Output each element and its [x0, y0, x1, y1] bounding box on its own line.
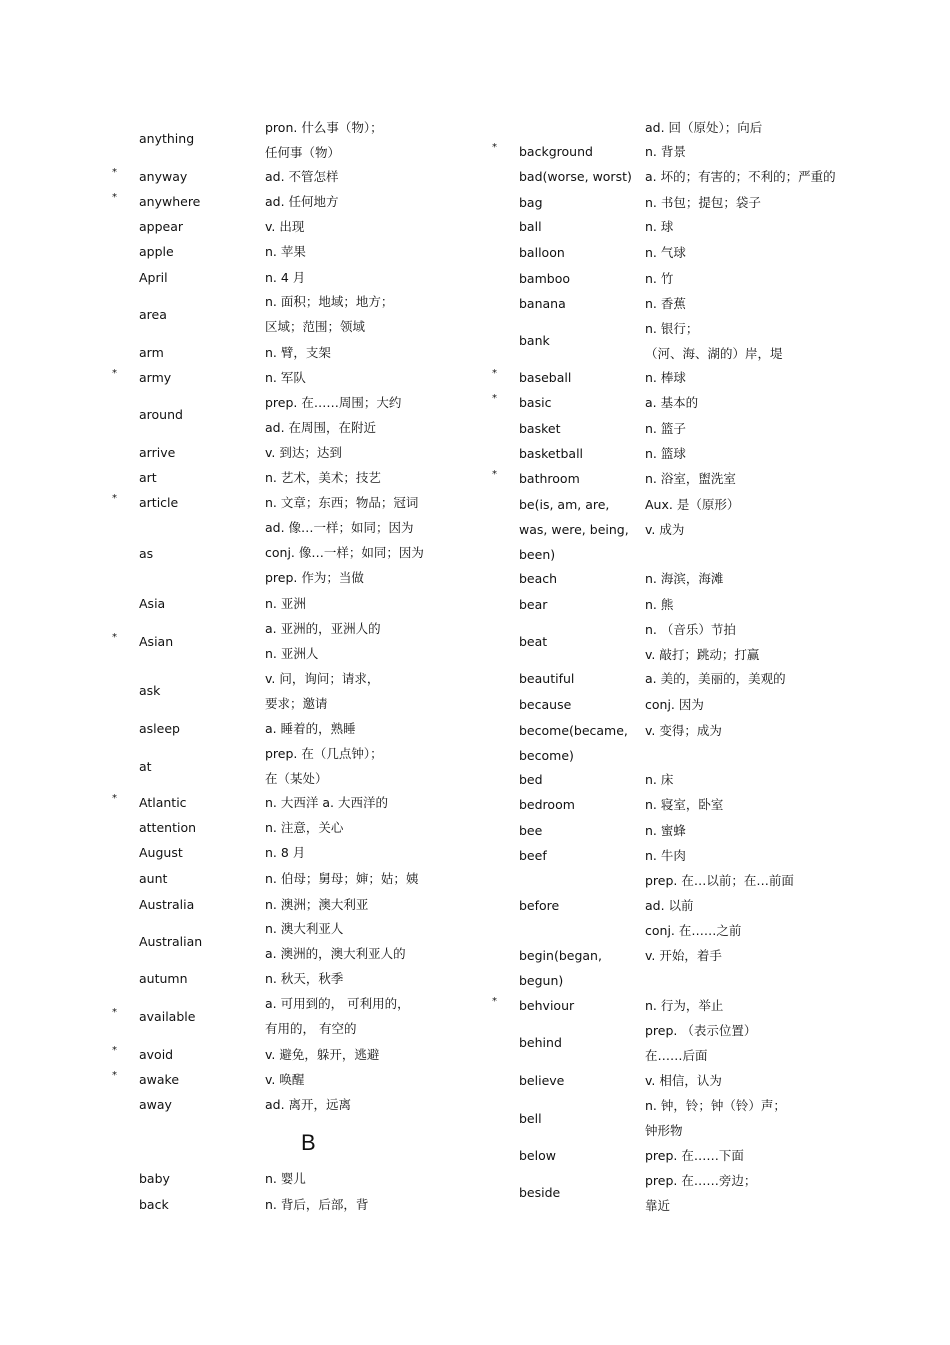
definition-line: n. 臂，支架	[265, 345, 331, 360]
headword: bear	[519, 597, 548, 612]
definition-line: n. 竹	[645, 271, 674, 286]
definition-line: a. 澳洲的，澳大利亚人的	[265, 946, 406, 961]
definition-line: ad. 像…一样；如同；因为	[265, 520, 414, 535]
definition-line: n. 军队	[265, 370, 306, 385]
definition-line: n. 钟，铃；钟（铃）声；	[645, 1098, 786, 1113]
definition-line: n. 海滨，海滩	[645, 571, 724, 586]
definition-line: v. 到达；达到	[265, 445, 342, 460]
star-marker: *	[492, 368, 497, 379]
definition-line: n. 气球	[645, 245, 686, 260]
headword: arm	[139, 345, 164, 360]
headword: become(became,	[519, 723, 628, 738]
definition-line: ad. 回（原处）；向后	[645, 120, 763, 135]
definition-line: n. 书包；提包；袋子	[645, 195, 761, 210]
definition-line: ad. 任何地方	[265, 194, 339, 209]
definition-line: n. （音乐）节拍	[645, 622, 736, 637]
definition-line: conj. 因为	[645, 697, 704, 712]
definition-line: n. 背景	[645, 144, 686, 159]
definition-line: n. 亚洲人	[265, 646, 319, 661]
definition-line: prep. 在（几点钟）；	[265, 746, 383, 761]
definition-line: n. 伯母；舅母；婶；姑；姨	[265, 871, 419, 886]
headword: baseball	[519, 370, 572, 385]
headword: baby	[139, 1171, 170, 1186]
definition-line: n. 篮子	[645, 421, 686, 436]
definition-line: n. 香蕉	[645, 296, 686, 311]
definition-line: n. 寝室，卧室	[645, 797, 724, 812]
headword: attention	[139, 820, 197, 835]
headword: avoid	[139, 1047, 174, 1062]
headword: bee	[519, 823, 543, 838]
headword: behind	[519, 1035, 562, 1050]
headword: area	[139, 307, 167, 322]
headword: begin(began,	[519, 948, 602, 963]
headword: beautiful	[519, 671, 575, 686]
headword: aunt	[139, 871, 168, 886]
headword: Atlantic	[139, 795, 187, 810]
definition-line: n. 浴室，盥洗室	[645, 471, 736, 486]
star-marker: *	[112, 632, 117, 643]
headword: bell	[519, 1111, 542, 1126]
headword: around	[139, 407, 183, 422]
headword: away	[139, 1097, 172, 1112]
headword: because	[519, 697, 572, 712]
definition-line: v. 变得；成为	[645, 723, 722, 738]
headword: at	[139, 759, 152, 774]
star-marker: *	[112, 493, 117, 504]
definition-line: a. 坏的；有害的；不利的；严重的	[645, 169, 836, 184]
headword: as	[139, 546, 154, 561]
definition-line: 有用的， 有空的	[265, 1021, 357, 1036]
definition-line: a. 睡着的，熟睡	[265, 721, 356, 736]
headword: believe	[519, 1073, 565, 1088]
definition-line: prep. 在……下面	[645, 1148, 744, 1163]
headword: bag	[519, 195, 543, 210]
headword: article	[139, 495, 179, 510]
headword: Australian	[139, 934, 203, 949]
definition-line: n. 亚洲	[265, 596, 306, 611]
headword: ball	[519, 219, 542, 234]
headword: was, were, being,	[519, 522, 629, 537]
headword: before	[519, 898, 560, 913]
definition-line: pron. 什么事（物）；	[265, 120, 383, 135]
headword: April	[139, 270, 168, 285]
headword: bed	[519, 772, 543, 787]
headword: asleep	[139, 721, 180, 736]
headword: beef	[519, 848, 547, 863]
definition-line: n. 4 月	[265, 270, 306, 285]
headword: beside	[519, 1185, 561, 1200]
headword: Australia	[139, 897, 195, 912]
definition-line: n. 澳洲；澳大利亚	[265, 897, 369, 912]
definition-line: n. 婴儿	[265, 1171, 306, 1186]
section-heading-b: B	[301, 1130, 316, 1155]
definition-line: n. 熊	[645, 597, 674, 612]
definition-line: v. 避免，躲开，逃避	[265, 1047, 380, 1062]
headword: ask	[139, 683, 161, 698]
definition-line: n. 澳大利亚人	[265, 921, 344, 936]
headword: apple	[139, 244, 174, 259]
star-marker: *	[492, 996, 497, 1007]
definition-line: Aux. 是（原形）	[645, 497, 740, 512]
definition-line: a. 基本的	[645, 395, 699, 410]
definition-line: n. 8 月	[265, 845, 306, 860]
headword: behviour	[519, 998, 575, 1013]
definition-line: n. 秋天，秋季	[265, 971, 344, 986]
definition-line: 区域；范围；领域	[265, 319, 366, 334]
definition-line: prep. 在…以前；在…前面	[645, 873, 794, 888]
headword: arrive	[139, 445, 176, 460]
definition-line: 靠近	[645, 1198, 671, 1213]
definition-line: prep. （表示位置）	[645, 1023, 757, 1038]
definition-line: conj. 像…一样；如同；因为	[265, 545, 424, 560]
headword: below	[519, 1148, 556, 1163]
headword: army	[139, 370, 172, 385]
definition-line: 在（某处）	[265, 771, 328, 786]
definition-line: n. 面积；地域；地方；	[265, 294, 394, 309]
headword: anything	[139, 131, 195, 146]
headword: basic	[519, 395, 552, 410]
definition-line: v. 问，询问；请求，	[265, 671, 380, 686]
definition-line: ad. 离开，远离	[265, 1097, 352, 1112]
star-marker: *	[492, 142, 497, 153]
definition-line: a. 美的，美丽的，美观的	[645, 671, 786, 686]
headword: anywhere	[139, 194, 201, 209]
headword: basketball	[519, 446, 584, 461]
headword: bathroom	[519, 471, 580, 486]
definition-line: n. 背后，后部，背	[265, 1197, 369, 1212]
definition-line: a. 亚洲的，亚洲人的	[265, 621, 381, 636]
headword: basket	[519, 421, 561, 436]
definition-line: prep. 在……周围；大约	[265, 395, 402, 410]
headword: awake	[139, 1072, 180, 1087]
headword: anyway	[139, 169, 188, 184]
star-marker: *	[492, 393, 497, 404]
headword: become)	[519, 748, 574, 763]
definition-line: n. 棒球	[645, 370, 686, 385]
headword: banana	[519, 296, 566, 311]
headword: begun)	[519, 973, 564, 988]
definition-line: n. 篮球	[645, 446, 686, 461]
definition-line: n. 注意，关心	[265, 820, 344, 835]
headword: beach	[519, 571, 558, 586]
headword: bad(worse, worst)	[519, 169, 632, 184]
star-marker: *	[112, 1070, 117, 1081]
headword: balloon	[519, 245, 565, 260]
definition-line: n. 床	[645, 772, 674, 787]
star-marker: *	[112, 1007, 117, 1018]
star-marker: *	[112, 793, 117, 804]
definition-line: v. 出现	[265, 219, 305, 234]
definition-line: n. 大西洋 a. 大西洋的	[265, 795, 388, 810]
headword: Asia	[139, 596, 166, 611]
definition-line: n. 艺术，美术；技艺	[265, 470, 381, 485]
headword: bank	[519, 333, 550, 348]
definition-line: ad. 在周围，在附近	[265, 420, 377, 435]
definition-line: prep. 在……旁边；	[645, 1173, 757, 1188]
star-marker: *	[112, 167, 117, 178]
star-marker: *	[492, 469, 497, 480]
definition-line: 要求；邀请	[265, 696, 328, 711]
definition-line: 任何事（物）	[265, 145, 341, 160]
headword: August	[139, 845, 183, 860]
definition-line: n. 苹果	[265, 244, 306, 259]
headword: available	[139, 1009, 196, 1024]
headword: bamboo	[519, 271, 571, 286]
definition-line: n. 球	[645, 219, 674, 234]
headword: back	[139, 1197, 169, 1212]
definition-line: 钟形物	[645, 1123, 683, 1138]
definition-line: 在……后面	[645, 1048, 708, 1063]
definition-line: ad. 以前	[645, 898, 694, 913]
definition-line: v. 敲打；跳动；打赢	[645, 647, 760, 662]
star-marker: *	[112, 1045, 117, 1056]
headword: Asian	[139, 634, 174, 649]
definition-line: prep. 作为；当做	[265, 570, 364, 585]
definition-line: v. 成为	[645, 522, 685, 537]
definition-line: v. 相信，认为	[645, 1073, 722, 1088]
headword: been)	[519, 547, 556, 562]
definition-line: v. 唤醒	[265, 1072, 305, 1087]
star-marker: *	[112, 368, 117, 379]
definition-line: n. 行为，举止	[645, 998, 724, 1013]
star-marker: *	[112, 192, 117, 203]
definition-line: n. 银行；	[645, 321, 699, 336]
headword: bedroom	[519, 797, 575, 812]
headword: be(is, am, are,	[519, 497, 610, 512]
headword: appear	[139, 219, 184, 234]
definition-line: v. 开始，着手	[645, 948, 722, 963]
definition-line: n. 文章；东西；物品；冠词	[265, 495, 419, 510]
headword: beat	[519, 634, 548, 649]
definition-line: conj. 在……之前	[645, 923, 742, 938]
definition-line: a. 可用到的， 可利用的，	[265, 996, 410, 1011]
headword: art	[139, 470, 157, 485]
definition-line: n. 蜜蜂	[645, 823, 686, 838]
headword: background	[519, 144, 593, 159]
definition-line: （河、海、湖的）岸，堤	[645, 346, 783, 361]
headword: autumn	[139, 971, 188, 986]
definition-line: ad. 不管怎样	[265, 169, 339, 184]
definition-line: n. 牛肉	[645, 848, 686, 863]
